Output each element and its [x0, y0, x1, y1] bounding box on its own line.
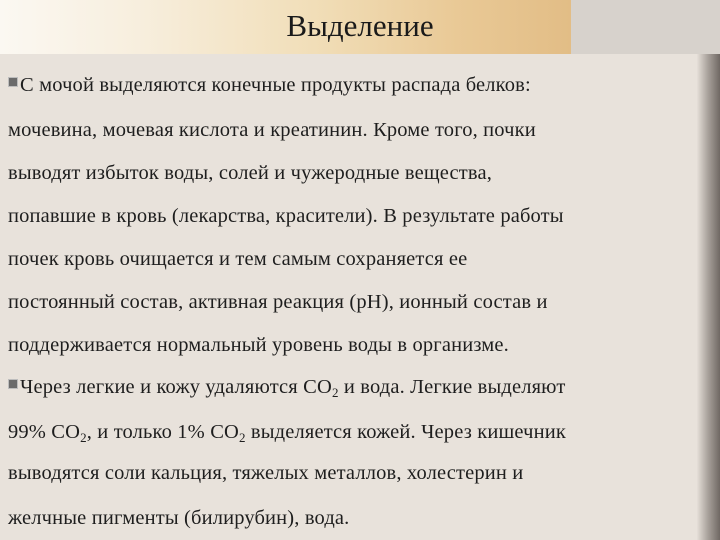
paragraph-2-line-4: желчные пигменты (билирубин), вода. — [8, 507, 350, 529]
paragraph-2-line-3: выводятся соли кальция, тяжелых металлов, холестерин и — [8, 462, 524, 484]
subscript-2: 2 — [331, 385, 339, 400]
paragraph-1-text-line-1: С мочой выделяются конечные продукты распада белков: — [20, 74, 531, 96]
paragraph-2-line-2-part-b: , и только 1% СО — [86, 421, 239, 443]
paragraph-2-line-1 — [8, 374, 708, 400]
paragraph-2-line-2 — [8, 419, 708, 445]
paragraph-2-line-2-part-a: 99% СО — [8, 421, 81, 443]
slide-title: Выделение — [286, 8, 434, 43]
subscript-2: 2 — [238, 430, 246, 445]
paragraph-1-line-7: поддерживается нормальный уровень воды в организме. — [8, 334, 509, 356]
paragraph-1-line-4: попавшие в кровь (лекарства, красители). В результате работы — [8, 205, 564, 227]
paragraph-2-line-2-part-c: выделяется кожей. Через кишечник — [245, 421, 566, 443]
paragraph-1-line-5: почек кровь очищается и тем самым сохраняется ее — [8, 248, 468, 270]
paragraph-2-text-part-b: и вода. Легкие выделяют — [338, 376, 566, 398]
paragraph-1-line-3: выводят избыток воды, солей и чужеродные вещества, — [8, 162, 492, 184]
square-bullet-icon — [8, 77, 18, 87]
subscript-2: 2 — [80, 430, 87, 445]
paragraph-1-line-1 — [8, 72, 708, 98]
square-bullet-icon — [8, 379, 18, 389]
paragraph-1-line-2: мочевина, мочевая кислота и креатинин. Кроме того, почки — [8, 119, 536, 141]
paragraph-1-line-6: постоянный состав, активная реакция (рН), ионный состав и — [8, 291, 548, 313]
paragraph-2-text-part-a: Через легкие и кожу удаляются СО — [20, 376, 332, 398]
